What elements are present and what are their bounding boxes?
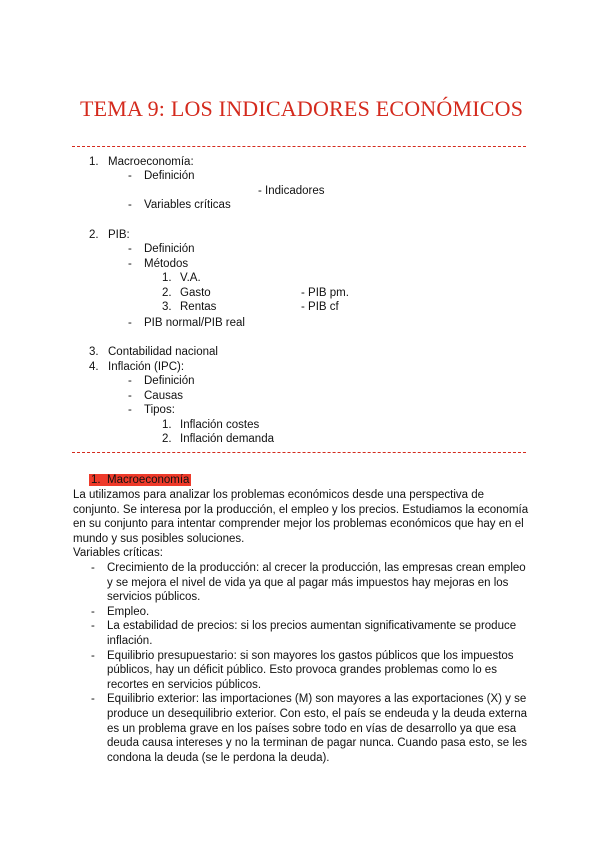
outline-item-3-label: Contabilidad nacional — [108, 346, 218, 358]
outline-1-subitem-variables: Variables críticas — [144, 199, 231, 211]
method-number: 2. — [162, 287, 172, 299]
outline-item-2-number: 2. — [89, 229, 99, 241]
list-item: - Equilibrio exterior: las importaciones (M) son mayores a las exportaciones (X) y se produce un desequilibrio exterior. Con esto, el país se endeuda y la deuda externa es un problema grave en los países sobre todo en vías de desarrollo ya que esa deuda causa intereses y no la terminan de pagar nunca. Cuando pasa esto, se les condona la deuda (se le perdona la deuda). — [91, 693, 528, 764]
outline-item-4-number: 4. — [89, 361, 99, 373]
list-item: - Crecimiento de la producción: al crecer la producción, las empresas crean empleo y se mejora el nivel de vida ya que al pagar más impuestos hay mejoras en los servicios públicos. — [91, 561, 526, 604]
section-heading-number: 1. — [91, 474, 101, 486]
divider-bottom — [72, 452, 526, 453]
outline-4-subitem-tipos: Tipos: — [144, 404, 175, 416]
method-number: 1. — [162, 272, 172, 284]
outline-item-1-label: Macroeconomía: — [108, 156, 194, 168]
outline-item-3-number: 3. — [89, 346, 99, 358]
section-heading — [89, 473, 191, 488]
variables-list — [73, 561, 533, 765]
dash-marker: - — [128, 243, 132, 255]
variables-label: Variables críticas: — [73, 547, 163, 560]
dash-marker: - — [128, 404, 132, 416]
outline-2-subitem-pib-real: PIB normal/PIB real — [144, 317, 245, 329]
outline-2-subitem-metodos: Métodos — [144, 258, 189, 270]
dash-marker: - — [128, 258, 132, 270]
outline-1-subitem-definicion: Definición — [144, 170, 195, 182]
divider-top — [72, 146, 526, 147]
section-heading-text: Macroeconomía — [106, 474, 190, 486]
list-item: - Empleo. — [91, 605, 150, 618]
intro-paragraph: La utilizamos para analizar los problemas económicos desde una perspectiva de conjunto. Se interesa por la producción, el empleo y los precios. Estudiamos la economía en su conjunto para intentar comprender mejor los problemas económicos que hay en el mundo y sus posibles soluciones. — [73, 489, 529, 545]
outline-1-side-indicadores: - Indicadores — [258, 185, 325, 197]
method-number: 3. — [162, 301, 172, 313]
dash-marker: - — [128, 199, 132, 211]
method-label: Gasto — [180, 287, 211, 299]
list-item: - La estabilidad de precios: si los precios aumentan significativamente se produce inflación. — [91, 620, 517, 647]
page-title: TEMA 9: LOS INDICADORES ECONÓMICOS — [80, 96, 524, 121]
outline-2-subitem-definicion: Definición — [144, 243, 195, 255]
outline-4-subitem-causas: Causas — [144, 390, 183, 402]
type-label: Inflación demanda — [180, 433, 274, 445]
type-label: Inflación costes — [180, 419, 260, 431]
dash-marker: - — [128, 375, 132, 387]
dash-marker: - — [128, 170, 132, 182]
section-body — [73, 488, 533, 765]
method-side-note: - PIB pm. — [301, 287, 349, 299]
type-number: 2. — [162, 433, 172, 445]
outline-4-subitem-definicion: Definición — [144, 375, 195, 387]
method-label: V.A. — [180, 272, 201, 284]
method-side-note: - PIB cf — [301, 301, 339, 313]
method-label: Rentas — [180, 301, 217, 313]
outline-item-1-number: 1. — [89, 156, 99, 168]
list-item: - Equilibrio presupuestario: si son mayores los gastos públicos que los impuestos públicos, hay un déficit público. Esto provoca grandes problemas como lo es recortes en servicios públicos. — [91, 649, 514, 691]
outline-item-4-label: Inflación (IPC): — [108, 361, 185, 373]
outline-item-2-label: PIB: — [108, 229, 130, 241]
dash-marker: - — [128, 390, 132, 402]
dash-marker: - — [128, 317, 132, 329]
type-number: 1. — [162, 419, 172, 431]
